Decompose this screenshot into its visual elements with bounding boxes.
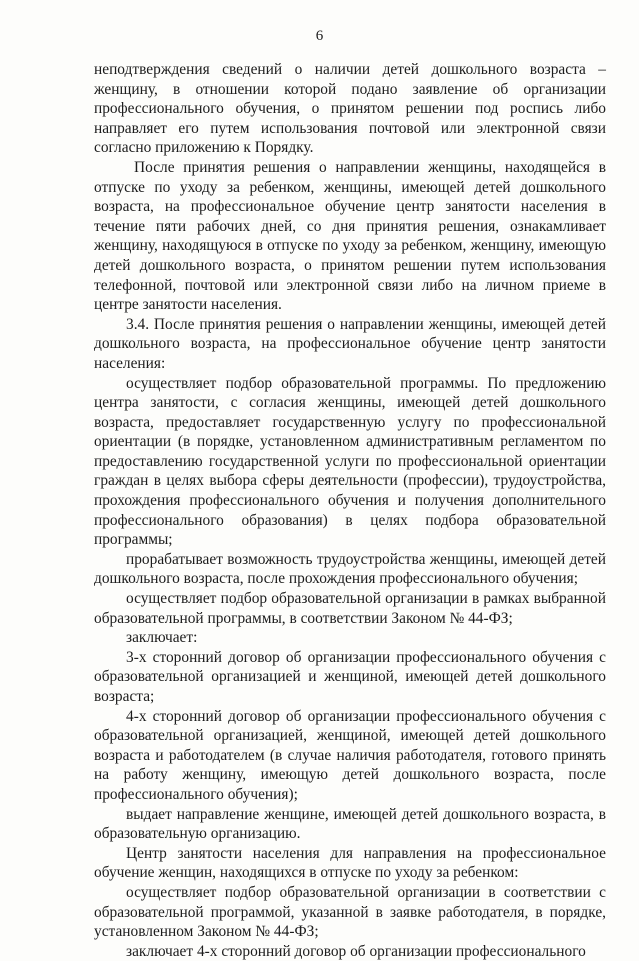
- paragraph: осуществляет подбор образовательной программы. По предложению центра занятости, с согласия женщины, имеющей детей дошкольного возраста, предоставляет государственную услугу по профессиональной ориентации (в порядке, установленном административным регламентом по предоставлению государственной услуги по профессиональной ориентации граждан в целях выбора сферы деятельности (профессии), трудоустройства, прохождения профессионального обучения и получения дополнительного профессионального образования) в целях подбора образовательной программы;: [94, 374, 606, 549]
- page-number: 6: [315, 28, 324, 44]
- paragraph: 4-х сторонний договор об организации профессионального обучения с образовательной организацией, женщиной, имеющей детей дошкольного возраста и работодателем (в случае наличия работодателя, готового принять на работу женщину, имеющую детей дошкольного возраста, после профессионального обучения);: [94, 707, 606, 803]
- paragraph: неподтверждения сведений о наличии детей дошкольного возраста – женщину, в отношении которой подано заявление об организации профессионального обучения, о принятом решении под роспись либо направляет его путем использования почтовой или электронной связи согласно приложению к Порядку.: [94, 61, 606, 157]
- document-body: [94, 60, 606, 961]
- paragraph: заключает 4-х сторонний договор об организации профессионального: [126, 942, 586, 960]
- paragraph: выдает направление женщине, имеющей детей дошкольного возраста, в образовательную организацию.: [94, 805, 606, 843]
- paragraph: 3-х сторонний договор об организации профессионального обучения с образовательной организацией и женщиной, имеющей детей дошкольного возраста;: [94, 648, 606, 705]
- paragraph: 3.4. После принятия решения о направлении женщины, имеющей детей дошкольного возраста, на профессиональное обучение центр занятости населения:: [94, 315, 606, 372]
- paragraph: осуществляет подбор образовательной организации в соответствии с образовательной программой, указанной в заявке работодателя, в порядке, установленном Законом № 44-ФЗ;: [94, 883, 606, 941]
- paragraph: осуществляет подбор образовательной организации в рамках выбранной образовательной программы, в соответствии Законом № 44-ФЗ;: [94, 590, 606, 627]
- paragraph: После принятия решения о направлении женщины, находящейся в отпуске по уходу за ребенком, женщины, имеющей детей дошкольного возраста, на профессиональное обучение центр занятости населения в течение пяти рабочих дней, со дня принятия решения, ознакамливает женщину, находящуюся в отпуске по уходу за ребенком, женщину, имеющую детей дошкольного возраста, о принятом решении путем использования телефонной, почтовой или электронной связи либо на личном приеме в центре занятости населения.: [94, 158, 606, 314]
- paragraph: Центр занятости населения для направления на профессиональное обучение женщин, находящихся в отпуске по уходу за ребенком:: [94, 844, 606, 882]
- paragraph: прорабатывает возможность трудоустройства женщины, имеющей детей дошкольного возраста, после прохождения профессионального обучения;: [94, 550, 606, 588]
- paragraph: заключает:: [126, 629, 198, 647]
